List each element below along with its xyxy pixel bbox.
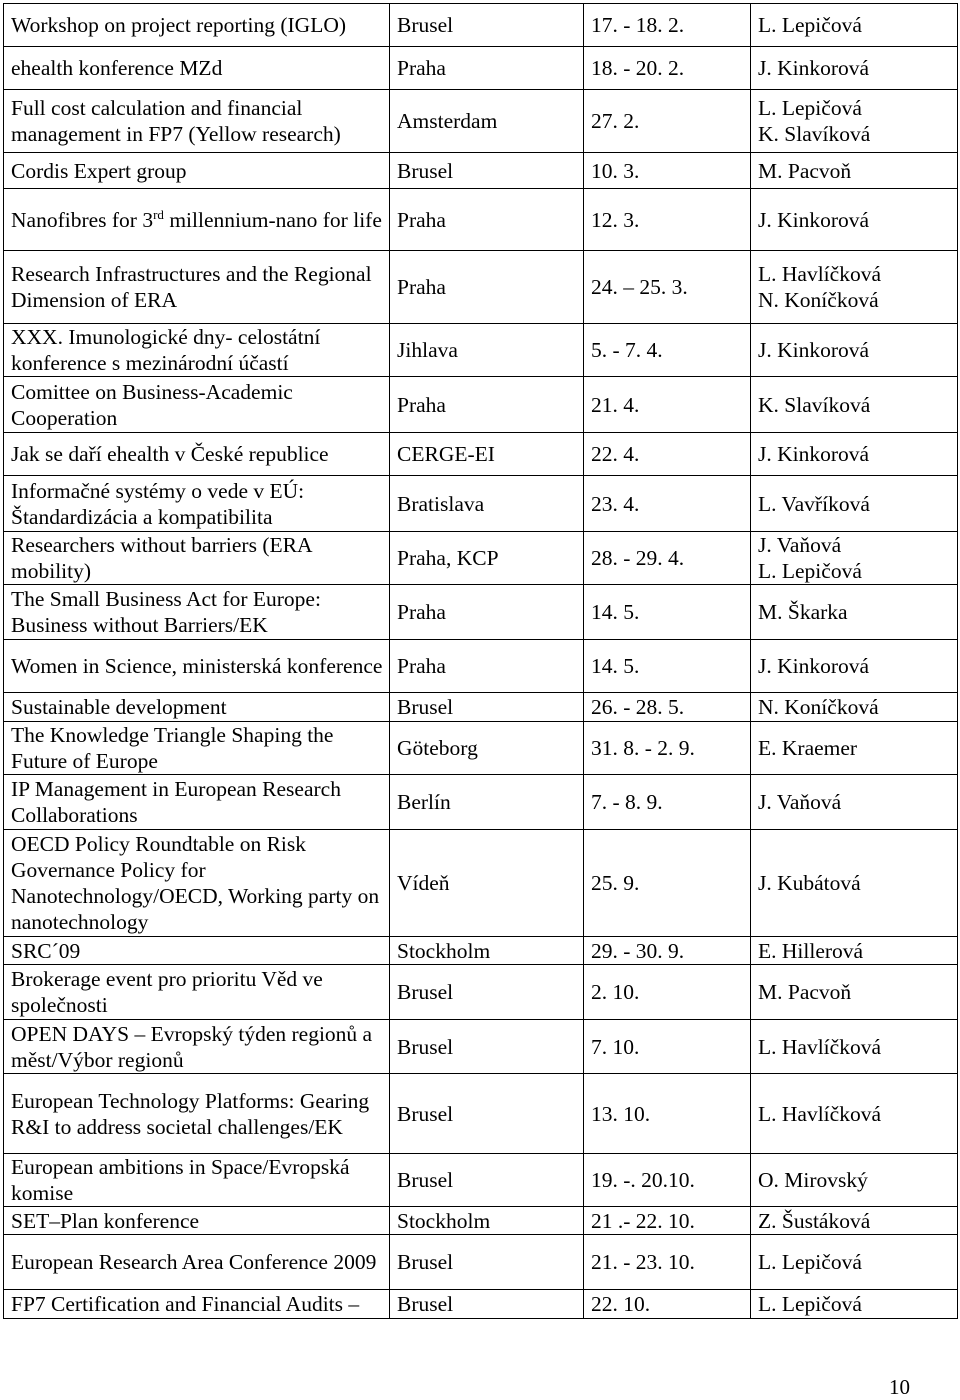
event-place-cell: Vídeň [390,830,584,937]
event-date-cell: 22. 4. [584,433,751,476]
event-date-cell: 5. - 7. 4. [584,324,751,377]
event-name-cell: FP7 Certification and Financial Audits – [4,1290,390,1319]
table-row [4,937,958,965]
event-name-cell: Women in Science, ministerská konference [4,640,390,693]
event-place-cell: Praha [390,251,584,324]
event-name-cell: The Knowledge Triangle Shaping the Future of Europe [4,722,390,775]
event-date-cell: 7. - 8. 9. [584,775,751,830]
contact-person-cell [751,47,958,90]
contact-person-cell [751,1235,958,1290]
event-place-cell: Berlín [390,775,584,830]
table-row [4,324,958,377]
contact-person-cell [751,251,958,324]
table-row [4,377,958,433]
event-place-cell: Praha, KCP [390,532,584,585]
event-date-cell: 2. 10. [584,965,751,1020]
event-place-cell: Stockholm [390,937,584,965]
events-table [3,3,958,1319]
contact-person-cell [751,189,958,251]
event-name-cell: Informačné systémy o vede v EÚ: Štandardizácia a kompatibilita [4,476,390,532]
event-place-cell: Brusel [390,4,584,47]
table-row [4,4,958,47]
contact-person-cell [751,693,958,722]
contact-person-name: L. Havlíčková [758,1034,881,1059]
event-name-cell: Research Infrastructures and the Regional Dimension of ERA [4,251,390,324]
contact-person-cell [751,965,958,1020]
event-date-cell: 31. 8. - 2. 9. [584,722,751,775]
event-date-cell: 17. - 18. 2. [584,4,751,47]
event-date-cell: 28. - 29. 4. [584,532,751,585]
event-date-cell: 10. 3. [584,153,751,189]
event-place-cell: Praha [390,47,584,90]
contact-person-name: L. Havlíčková [758,1101,881,1126]
contact-person-cell [751,640,958,693]
contact-person-name: L. Lepičová [758,13,862,37]
contact-person-name: N. Koníčková [758,695,879,719]
table-row [4,1020,958,1074]
table-row [4,722,958,775]
table-row [4,532,958,585]
event-date-cell: 19. -. 20.10. [584,1154,751,1207]
contact-person-name: J. Kinkorová [758,442,870,466]
table-row [4,47,958,90]
event-date-cell: 7. 10. [584,1020,751,1074]
event-date-cell: 18. - 20. 2. [584,47,751,90]
event-place-cell: Brusel [390,693,584,722]
event-date-cell: 14. 5. [584,585,751,640]
event-date-cell: 14. 5. [584,640,751,693]
table-row [4,775,958,830]
event-name-cell: Researchers without barriers (ERA mobility) [4,532,390,585]
contact-person-name: J. Kinkorová [758,207,870,232]
event-name-cell: XXX. Imunologické dny- celostátní konference s mezinárodní účastí [4,324,390,377]
table-row [4,90,958,153]
page-number: 10 [889,1375,910,1399]
event-place-cell: Brusel [390,1290,584,1319]
contact-person-name: J. Kinkorová [758,338,870,362]
event-place-cell: Brusel [390,153,584,189]
event-place-cell: Praha [390,640,584,693]
event-date-cell: 22. 10. [584,1290,751,1319]
event-place-cell: Bratislava [390,476,584,532]
contact-person-cell [751,1207,958,1235]
contact-person-name: J. Kinkorová [758,56,870,80]
contact-person-cell [751,90,958,153]
event-name-cell: Comittee on Business-Academic Cooperation [4,377,390,433]
event-date-cell: 12. 3. [584,189,751,251]
contact-person-name: M. Škarka [758,600,848,624]
table-row [4,251,958,324]
table-row [4,1074,958,1154]
event-name-cell: Nanofibres for 3rd millennium-nano for life [4,189,390,251]
contact-person-name: K. Slavíková [758,392,871,417]
event-date-cell: 27. 2. [584,90,751,153]
contact-person-cell [751,433,958,476]
contact-person-cell [751,775,958,830]
event-name-cell: IP Management in European Research Collaborations [4,775,390,830]
event-name-cell: Sustainable development [4,693,390,722]
contact-person-name: E. Kraemer [758,736,858,760]
contact-person-cell [751,937,958,965]
contact-person-name: M. Pacvoň [758,158,852,183]
contact-person-name: L. Vavříková [758,491,870,516]
event-date-cell: 13. 10. [584,1074,751,1154]
event-name-cell: Jak se daří ehealth v České republice [4,433,390,476]
event-name-cell: European ambitions in Space/Evropská komise [4,1154,390,1207]
event-place-cell: Brusel [390,965,584,1020]
event-date-cell: 29. - 30. 9. [584,937,751,965]
contact-person-cell [751,324,958,377]
contact-person-cell [751,585,958,640]
contact-person-cell [751,722,958,775]
table-row [4,1290,958,1319]
table-row [4,693,958,722]
table-row [4,1154,958,1207]
contact-person-name: L. Lepičová [758,559,862,583]
contact-person-cell [751,1074,958,1154]
event-place-cell: Praha [390,377,584,433]
event-name-cell: Workshop on project reporting (IGLO) [4,4,390,47]
event-place-cell: Praha [390,189,584,251]
event-date-cell: 23. 4. [584,476,751,532]
contact-person-name: N. Koníčková [758,288,879,312]
event-date-cell: 26. - 28. 5. [584,693,751,722]
event-place-cell: CERGE-EI [390,433,584,476]
event-name-cell: European Technology Platforms: Gearing R&I to address societal challenges/EK [4,1074,390,1154]
table-row [4,1207,958,1235]
event-name-cell: ehealth konference MZd [4,47,390,90]
contact-person-name: J. Kinkorová [758,654,870,678]
event-place-cell: Jihlava [390,324,584,377]
event-name-cell: Cordis Expert group [4,153,390,189]
contact-person-name: E. Hillerová [758,938,864,963]
table-row [4,476,958,532]
contact-person-cell [751,1290,958,1319]
contact-person-name: L. Lepičová [758,1250,862,1274]
event-place-cell: Göteborg [390,722,584,775]
contact-person-cell [751,1154,958,1207]
contact-person-cell [751,153,958,189]
contact-person-cell [751,1020,958,1074]
contact-person-cell [751,4,958,47]
event-place-cell: Praha [390,585,584,640]
contact-person-cell [751,377,958,433]
event-name-cell: Full cost calculation and financial management in FP7 (Yellow research) [4,90,390,153]
table-row [4,830,958,937]
contact-person-cell [751,476,958,532]
event-date-cell: 21. 4. [584,377,751,433]
contact-person-name: L. Havlíčková [758,262,881,286]
contact-person-name: L. Lepičová [758,96,862,120]
event-name-cell: The Small Business Act for Europe: Business without Barriers/EK [4,585,390,640]
event-place-cell: Brusel [390,1020,584,1074]
contact-person-name: Z. Šustáková [758,1208,871,1233]
event-name-cell: European Research Area Conference 2009 [4,1235,390,1290]
event-place-cell: Brusel [390,1235,584,1290]
event-name-cell: Brokerage event pro prioritu Věd ve společnosti [4,965,390,1020]
events-table-body [4,4,958,1319]
contact-person-cell [751,532,958,585]
contact-person-name: J. Kubátová [758,871,861,895]
event-name-cell: SET–Plan konference [4,1207,390,1235]
event-name-cell: SRC´09 [4,937,390,965]
event-place-cell: Brusel [390,1074,584,1154]
contact-person-name: K. Slavíková [758,122,871,146]
event-place-cell: Amsterdam [390,90,584,153]
event-name-cell: OECD Policy Roundtable on Risk Governance Policy for Nanotechnology/OECD, Working party on nanotechnology [4,830,390,937]
table-row [4,640,958,693]
event-date-cell: 25. 9. [584,830,751,937]
event-place-cell: Brusel [390,1154,584,1207]
contact-person-name: M. Pacvoň [758,980,852,1004]
contact-person-name: J. Vaňová [758,790,842,814]
table-row [4,585,958,640]
event-date-cell: 21 .- 22. 10. [584,1207,751,1235]
event-date-cell: 21. - 23. 10. [584,1235,751,1290]
event-date-cell: 24. – 25. 3. [584,251,751,324]
contact-person-cell [751,830,958,937]
table-row [4,433,958,476]
table-row [4,965,958,1020]
table-row [4,153,958,189]
event-name-cell: OPEN DAYS – Evropský týden regionů a měst/Výbor regionů [4,1020,390,1074]
contact-person-name: L. Lepičová [758,1292,862,1316]
event-place-cell: Stockholm [390,1207,584,1235]
contact-person-name: J. Vaňová [758,533,842,557]
contact-person-name: O. Mirovský [758,1168,868,1192]
table-row [4,189,958,251]
table-row [4,1235,958,1290]
